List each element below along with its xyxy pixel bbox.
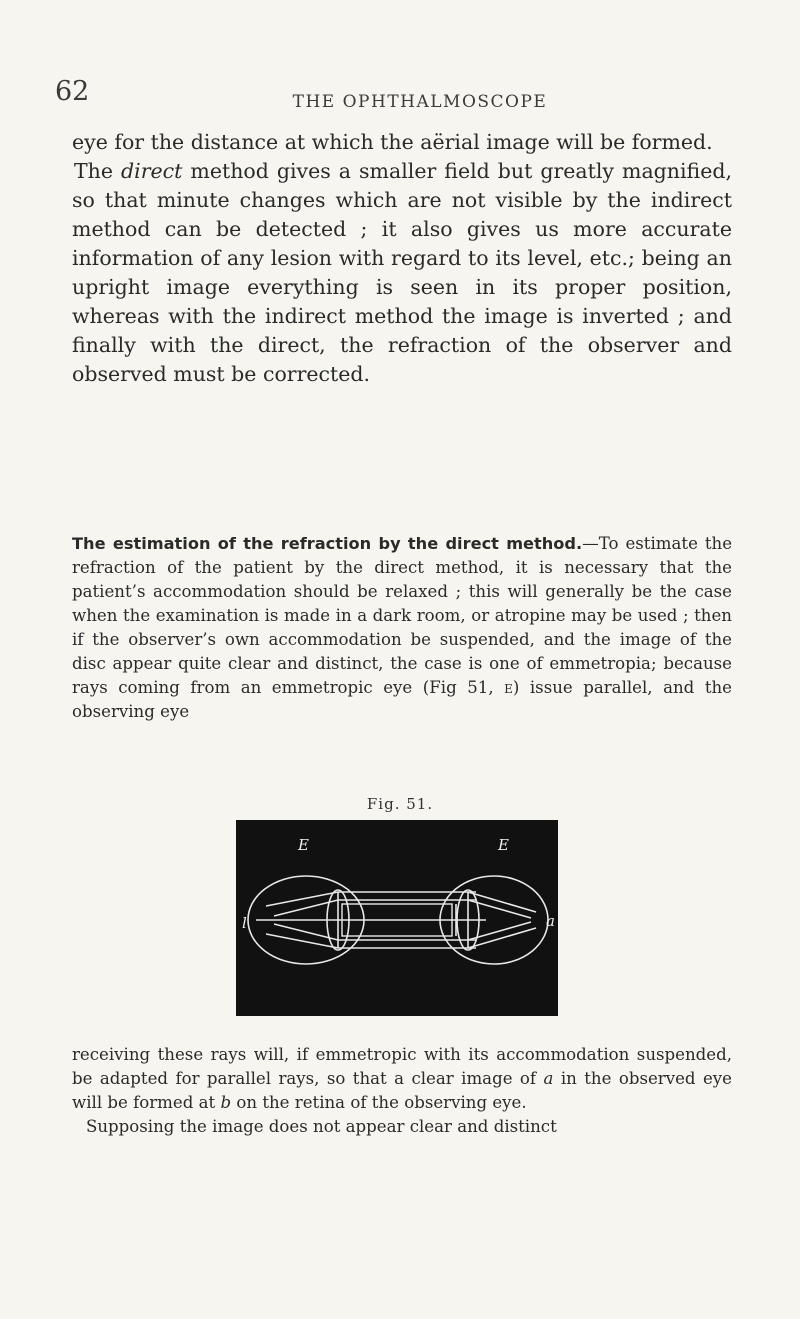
figure-caption: Fig. 51. xyxy=(366,795,434,813)
section-heading: The estimation of the refraction by the direct method. xyxy=(72,534,583,553)
main-text xyxy=(72,128,732,389)
continuation-paragraph-1: receiving these rays will, if emmetropic with its accommodation suspended, be adapted for parallel rays, so that a clear image of a in the observed eye will be formed at b on the retina of the observing eye. xyxy=(72,1045,732,1112)
label-e-left: E xyxy=(298,836,309,854)
label-a: a xyxy=(546,912,555,930)
emphasis-direct: direct xyxy=(121,159,183,183)
label-l: l xyxy=(242,914,247,932)
continuation-paragraph-2: Supposing the image does not appear clear and distinct xyxy=(86,1117,557,1136)
continuation-text xyxy=(72,1043,732,1139)
page-number: 62 xyxy=(55,76,90,107)
running-title: THE OPHTHALMOSCOPE xyxy=(292,92,548,112)
label-e-right: E xyxy=(498,836,509,854)
eye-diagram-svg xyxy=(236,820,558,1016)
paragraph-1: eye for the distance at which the aërial image will be formed. xyxy=(72,130,713,154)
figure-background xyxy=(236,820,558,1016)
figure-51-eye-diagram xyxy=(236,820,558,1016)
section-text xyxy=(72,532,732,724)
paragraph-2: The direct method gives a smaller field but greatly magnified, so that minute changes which are not visible by the indirect method can be detected ; it also gives us more accurate information of any lesion with regard to its level, etc.; being an upright image everything is seen in its proper position, whereas with the indirect method the image is inverted ; and finally with the direct, the refraction of the observer and observed must be corrected. xyxy=(72,159,733,386)
section-paragraph: The estimation of the refraction by the direct method.—To estimate the refraction of the patient by the direct method, it is necessary that the patient’s accommodation should be relaxed ; this will generally be the case when the examination is made in a dark room, or atropine may be used ; then if the observer’s own accommodation be suspended, and the image of the disc appear quite clear and distinct, the case is one of emmetropia; because rays coming from an emmetropic eye (Fig 51, e) issue parallel, and the observing eye xyxy=(72,534,733,721)
